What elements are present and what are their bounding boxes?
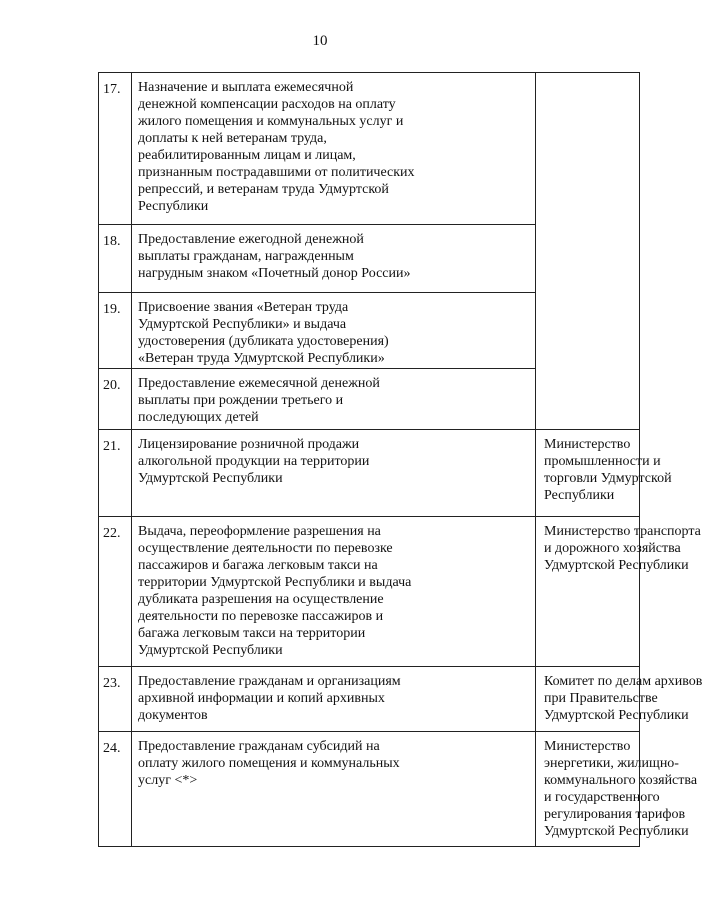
service-description-line: документов [138,708,208,723]
page-number: 10 [312,33,328,49]
responsible-agency-line: коммунального хозяйства [544,773,698,788]
service-description [132,72,536,224]
row-number: 21. [98,429,132,516]
service-description-line: дубликата разрешения на осуществление [138,592,384,607]
service-description-line: осуществление деятельности по перевозке [138,541,393,556]
responsible-agency-line: регулирования тарифов [544,807,686,822]
service-description-line: денежной компенсации расходов на оплату [138,97,396,112]
service-description-line: услуг <*> [138,773,198,788]
row-number: 22. [98,516,132,666]
responsible-agency [536,224,640,292]
service-description-line: жилого помещения и коммунальных услуг и [138,114,404,129]
responsible-agency [536,516,701,666]
responsible-agency-line: Министерство [544,739,631,754]
service-description-line: выплаты при рождении третьего и [138,393,344,408]
service-description-line: багажа легковым такси на территории [138,626,366,641]
service-description-line: деятельности по перевозке пассажиров и [138,609,384,624]
responsible-agency [536,292,640,368]
responsible-agency-line: Министерство транспорта [544,524,701,539]
row-number: 23. [98,666,132,731]
table-row [98,666,702,731]
row-number: 18. [98,224,132,292]
service-description-line: Предоставление гражданам и организациям [138,674,401,689]
responsible-agency-line: энергетики, жилищно- [544,756,679,771]
responsible-agency-line: промышленности и [544,454,661,469]
responsible-agency-line: Министерство [544,437,631,452]
service-description-line: Удмуртской Республики [138,643,283,658]
service-description-line: оплату жилого помещения и коммунальных [138,756,400,771]
responsible-agency-line: при Правительстве [544,691,658,706]
service-description [132,666,536,731]
service-description-line: Удмуртской Республики» и выдача [138,317,347,332]
row-number: 17. [98,72,132,224]
responsible-agency-line: Республики [544,488,615,503]
responsible-agency-line: Удмуртской Республики [544,558,689,573]
service-description-line: Предоставление ежегодной денежной [138,232,364,247]
table-row [98,368,640,429]
row-number: 20. [98,368,132,429]
service-description-line: последующих детей [138,410,259,425]
service-description-line: «Ветеран труда Удмуртской Республики» [138,351,385,366]
table-row [98,516,701,666]
responsible-agency [536,429,672,516]
service-description-line: Назначение и выплата ежемесячной [138,80,354,95]
service-description-line: архивной информации и копий архивных [138,691,385,706]
responsible-agency-line: торговли Удмуртской [544,471,672,486]
service-description-line: Республики [138,199,209,214]
responsible-agency-line: и государственного [544,790,660,805]
row-number: 19. [98,292,132,368]
service-description-line: удостоверения (дубликата удостоверения) [138,334,389,349]
service-description-line: признанным пострадавшими от политических [138,165,415,180]
service-description-line: территории Удмуртской Республики и выдача [138,575,412,590]
service-description [132,368,536,429]
service-description-line: Предоставление ежемесячной денежной [138,376,380,391]
service-description-line: пассажиров и багажа легковым такси на [138,558,378,573]
responsible-agency-line: Комитет по делам архивов [544,674,702,689]
responsible-agency [536,731,698,847]
responsible-agency-line: Удмуртской Республики [544,708,689,723]
row-number: 24. [98,731,132,847]
service-description [132,429,536,516]
responsible-agency [536,666,702,731]
service-description [132,224,536,292]
table-row [98,72,640,224]
service-description-line: Выдача, переоформление разрешения на [138,524,381,539]
service-description-line: Предоставление гражданам субсидий на [138,739,380,754]
responsible-agency [536,368,640,429]
service-description [132,731,536,847]
service-description [132,292,536,368]
table-row [98,292,640,368]
responsible-agency-line: и дорожного хозяйства [544,541,681,556]
table-row [98,224,640,292]
service-description-line: алкогольной продукции на территории [138,454,370,469]
service-description [132,516,536,666]
service-description-line: нагрудным знаком «Почетный донор России» [138,266,411,281]
service-description-line: Удмуртской Республики [138,471,283,486]
table-row [98,731,698,847]
responsible-agency [536,72,640,224]
service-description-line: реабилитированным лицам и лицам, [138,148,356,163]
responsible-agency-line: Удмуртской Республики [544,824,689,839]
service-description-line: репрессий, и ветеранам труда Удмуртской [138,182,389,197]
table-row [98,429,672,516]
service-description-line: Лицензирование розничной продажи [138,437,360,452]
service-description-line: Присвоение звания «Ветеран труда [138,300,349,315]
service-description-line: выплаты гражданам, награжденным [138,249,354,264]
service-description-line: доплаты к ней ветеранам труда, [138,131,327,146]
